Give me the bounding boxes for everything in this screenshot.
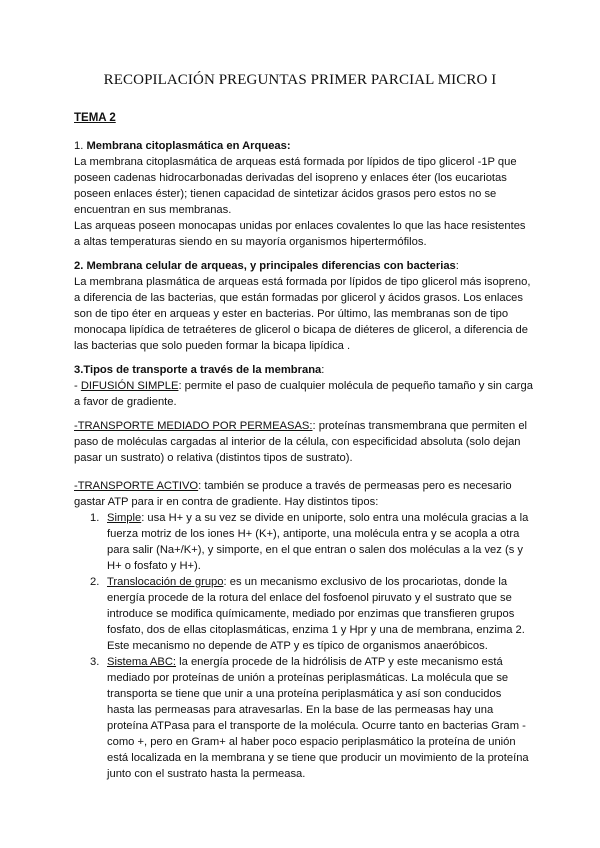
- difusion-simple-line: [74, 378, 540, 394]
- paragraph-line: fuerza motriz de los iones H+ (K+), antiporte, una molécula entra y se acopla a otra: [107, 528, 520, 540]
- question-3: [74, 362, 540, 410]
- transporte-activo-line: [74, 478, 540, 494]
- list-item-text: : es un mecanismo exclusivo de los procariotas, donde la: [223, 576, 508, 588]
- question-3-colon: :: [321, 364, 325, 376]
- paragraph-line: como +, pero en Gram+ al haber poco espacio periplasmático la proteína de unión: [107, 736, 516, 748]
- paragraph-line: La membrana citoplasmática de arqueas está formada por lípidos de tipo glicerol -1P que: [74, 156, 517, 168]
- paragraph-line: mediado por proteínas de unión a proteínas periplasmáticas. La molécula que se: [107, 672, 509, 684]
- list-item-label: Simple: [107, 512, 142, 524]
- paragraph-line: poseen enlaces éster); tienen capacidad de sintetizar ácidos grasos pero estos no se: [74, 188, 497, 200]
- paragraph-line: Este mecanismo no depende de ATP y es típico de organismos anaeróbicos.: [107, 640, 488, 652]
- paragraph-line: junto con el sustrato hasta la permeasa.: [107, 768, 306, 780]
- list-item-label: Sistema ABC:: [107, 656, 177, 668]
- paragraph-line: H+ o fosfato y H+).: [107, 560, 201, 572]
- list-item-number: 3.: [90, 656, 100, 668]
- difusion-simple-label: DIFUSIÓN SIMPLE: [80, 380, 179, 392]
- paragraph-line: poseen cadenas hidrocarbonadas derivadas del isopreno y enlaces éter (los eucariotas: [74, 172, 507, 184]
- paragraph-line: para salir (Na+/K+), y simporte, en el que entran o salen dos moléculas a la vez (s y: [107, 544, 524, 556]
- list-item-body: [107, 574, 543, 654]
- document-title: RECOPILACIÓN PREGUNTAS PRIMER PARCIAL MICRO I: [103, 72, 497, 88]
- paragraph-line: gastar ATP para ir en contra de gradiente. Hay distintos tipos:: [74, 496, 379, 508]
- difusion-simple-text: : permite el paso de cualquier molécula de pequeño tamaño y sin carga: [178, 380, 533, 392]
- question-2-heading: [74, 258, 540, 274]
- dash-prefix: -: [74, 380, 81, 392]
- paragraph-line: fosfato, dos de ellas citoplasmáticas, enzima 1 y Hpr y una de membrana, enzima 2.: [107, 624, 525, 636]
- paragraph-line: introduce se modifica químicamente, mediado por enzimas que transfieren grupos: [107, 608, 515, 620]
- paragraph-line: a favor de gradiente.: [74, 396, 177, 408]
- paragraph-line: transporta se tiene que unir a una proteína periplasmática y así son conducidos: [107, 688, 502, 700]
- section-heading-tema: TEMA 2: [74, 112, 116, 124]
- paragraph-line: proteína ATPasa para el transporte de la molécula. Ocurre tanto en bacterias Gram -: [107, 720, 526, 732]
- transporte-mediado-text: : proteínas transmembrana que permiten el: [312, 420, 528, 432]
- question-3-heading: [74, 362, 540, 378]
- paragraph-line: La membrana plasmática de arqueas está formada por lípidos de tipo glicerol más isopreno,: [74, 276, 531, 288]
- paragraph-line: energía procede de la rotura del enlace del fosfoenol piruvato y el sustrato que se: [107, 592, 512, 604]
- question-2-colon: :: [455, 260, 459, 272]
- list-item-number: 2.: [90, 576, 100, 588]
- question-1-heading: [74, 138, 540, 154]
- list-item-first-line: [107, 654, 543, 670]
- list-item-body: [107, 654, 543, 782]
- list-item-label: Translocación de grupo: [107, 576, 224, 588]
- list-item-text: : usa H+ y a su vez se divide en uniporte, solo entra una molécula gracias a la: [141, 512, 529, 524]
- paragraph-line: a altas temperaturas siendo en su mayoría organismos hipertermófilos.: [74, 236, 427, 248]
- paragraph-line: paso de moléculas cargadas al interior de la célula, con especificidad absoluta (solo dejan: [74, 436, 521, 448]
- paragraph-line: Las arqueas poseen monocapas unidas por enlaces covalentes lo que las hace resistentes: [74, 220, 526, 232]
- question-1-number: 1.: [74, 140, 87, 152]
- transporte-mediado-label: -TRANSPORTE MEDIADO POR PERMEASAS:: [74, 420, 313, 432]
- transporte-activo-text: : también se produce a través de permeasas pero es necesario: [198, 480, 512, 492]
- transporte-activo: [74, 478, 540, 510]
- paragraph-line: encuentran en sus membranas.: [74, 204, 232, 216]
- question-2-title: 2. Membrana celular de arqueas, y principales diferencias con bacterias: [74, 260, 456, 272]
- paragraph-line: está localizada en la membrana y se tiene que producir un movimiento de la proteína: [107, 752, 529, 764]
- question-3-title: 3.Tipos de transporte a través de la membrana: [74, 364, 322, 376]
- list-item-text: la energía procede de la hidrólisis de ATP y este mecanismo está: [176, 656, 503, 668]
- transporte-mediado-line: [74, 418, 540, 434]
- question-1-title: Membrana citoplasmática en Arqueas:: [86, 140, 291, 152]
- paragraph-line: hasta las permeasas para atravesarlas. En la base de las permeasas hay una: [107, 704, 494, 716]
- paragraph-line: son de tipo éter en arqueas y ester en bacterias. Por último, las membranas son de tipo: [74, 308, 509, 320]
- transporte-mediado: [74, 418, 540, 466]
- list-item-number: 1.: [90, 512, 100, 524]
- list-item-first-line: [107, 574, 543, 590]
- list-item-body: [107, 510, 543, 574]
- question-2: [74, 258, 540, 354]
- paragraph-line: pasar un sustrato) o relativa (distintos tipos de sustrato).: [74, 452, 353, 464]
- question-1: [74, 138, 540, 250]
- paragraph-line: las bacterias que solo pueden formar la bicapa lipídica .: [74, 340, 351, 352]
- list-item-first-line: [107, 510, 543, 526]
- transporte-activo-label: -TRANSPORTE ACTIVO: [74, 480, 199, 492]
- paragraph-line: monocapa lipídica de tetraéteres de glicerol o bicapa de diéteres de glicerol, a diferencia de: [74, 324, 528, 336]
- paragraph-line: a diferencia de las bacterias, que están formadas por glicerol y ácidos grasos. Los enlaces: [74, 292, 523, 304]
